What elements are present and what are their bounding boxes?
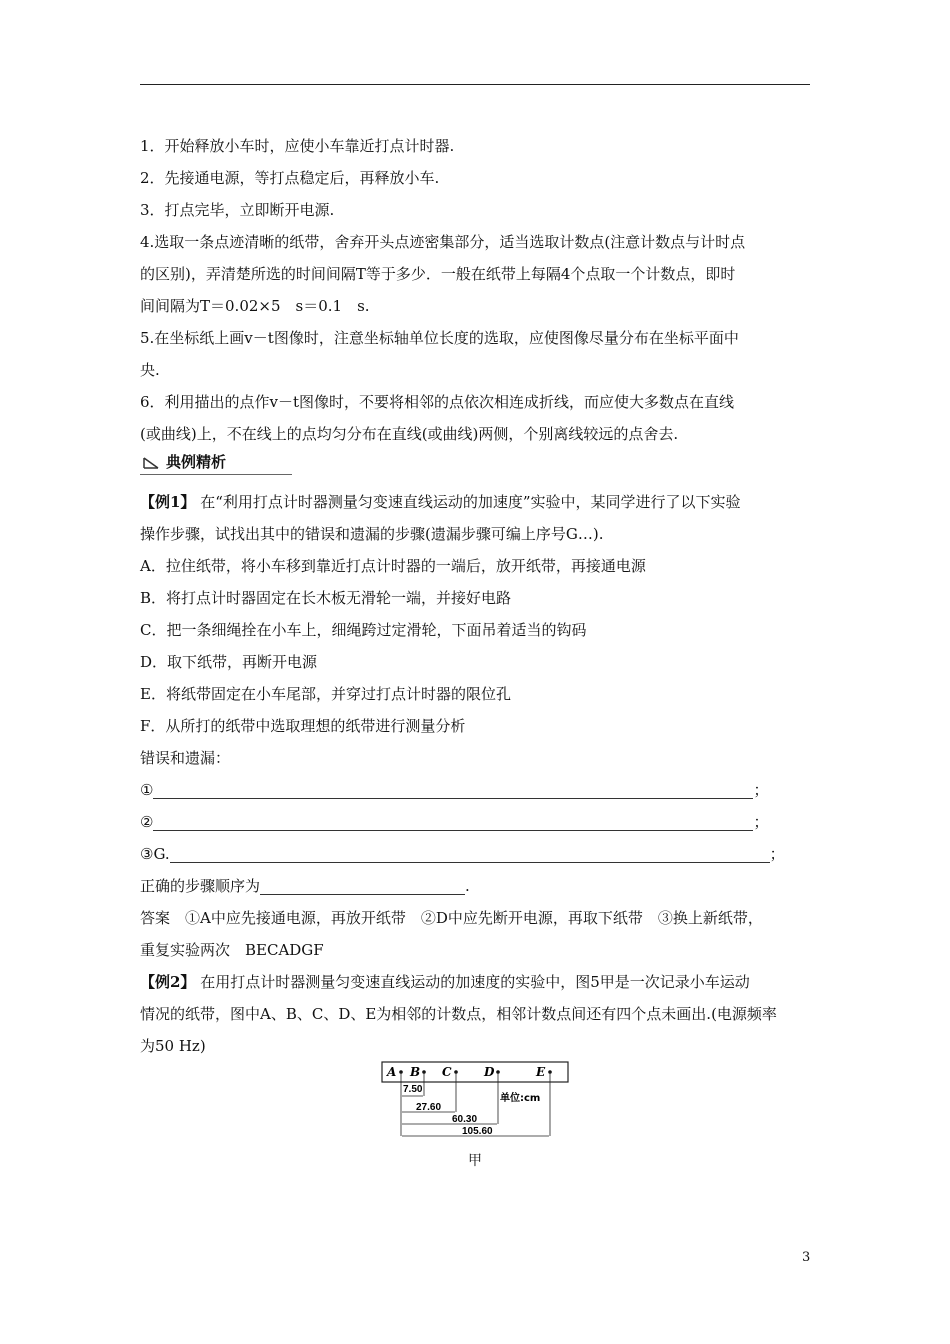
unit-label: 单位:cm — [500, 1093, 541, 1104]
step-a: A．拉住纸带，将小车移到靠近打点计时器的一端后，放开纸带，再接通电源 — [140, 557, 646, 575]
section-underline — [140, 474, 292, 475]
note-6-line-2: (或曲线)上，不在线上的点均匀分布在直线(或曲线)两侧，个别离线较远的点舍去. — [140, 425, 679, 443]
note-5-line-1: 5.在坐标纸上画v－t图像时，注意坐标轴单位长度的选取，应使图像尽量分布在坐标平面中 — [140, 329, 739, 347]
point-label-c: C — [442, 1065, 452, 1079]
note-6-line-1: 6．利用描出的点作v－t图像时，不要将相邻的点依次相连成折线，而应使大多数点在直线 — [140, 393, 735, 411]
example2-text-1: 在用打点计时器测量匀变速直线运动的加速度的实验中，图5甲是一次记录小车运动 — [200, 973, 750, 991]
answer-line-1: 答案 ①A中应先接通电源，再放开纸带 ②D中应先断开电源，再取下纸带 ③换上新纸带， — [140, 909, 763, 927]
blank-2-suffix: ； — [753, 813, 769, 831]
blank-3-prefix: ③G. — [140, 845, 170, 863]
step-b: B．将打点计时器固定在长木板无滑轮一端，并接好电路 — [140, 589, 512, 607]
answer-blank-3[interactable] — [170, 842, 770, 863]
note-4-line-2: 的区别)，弄清楚所选的时间间隔T等于多少．一般在纸带上每隔4个点取一个计数点，即时 — [140, 265, 736, 283]
header-rule — [140, 84, 810, 85]
distance-ab: 7.50 — [403, 1084, 423, 1095]
example2-label: 【例2】 — [140, 973, 196, 991]
section-marker-icon — [142, 456, 160, 470]
note-4-line-1: 4.选取一条点迹清晰的纸带，舍弃开头点迹密集部分，适当选取计数点(注意计数点与计时点 — [140, 233, 746, 251]
blank-1-suffix: ； — [753, 781, 769, 799]
blank-row-1 — [140, 774, 820, 806]
distance-ae: 105.60 — [462, 1126, 493, 1137]
blank-3-suffix: ； — [769, 845, 785, 863]
blank-1-prefix: ① — [140, 781, 154, 799]
answer-line-2: 重复实验两次 BECADGF — [140, 941, 324, 959]
step-e: E．将纸带固定在小车尾部，并穿过打点计时器的限位孔 — [140, 685, 511, 703]
note-2: 2．先接通电源，等打点稳定后，再释放小车. — [140, 169, 440, 187]
note-3: 3．打点完毕，立即断开电源. — [140, 201, 335, 219]
point-label-b: B — [410, 1065, 421, 1079]
answer-blank-1[interactable] — [153, 778, 753, 799]
example1-text-2: 操作步骤，试找出其中的错误和遗漏的步骤(遗漏步骤可编上序号G…). — [140, 525, 604, 543]
point-label-e: E — [536, 1065, 546, 1079]
figure-caption: 甲 — [468, 1153, 482, 1169]
distance-ac: 27.60 — [416, 1102, 442, 1113]
blank-row-2 — [140, 806, 820, 838]
example2-text-3: 为50 Hz) — [140, 1037, 206, 1055]
order-suffix: . — [465, 877, 470, 895]
example2-text-2: 情况的纸带，图中A、B、C、D、E为相邻的计数点，相邻计数点间还有四个点未画出.(电源频率 — [140, 1005, 777, 1023]
example1-label: 【例1】 — [140, 493, 196, 511]
page-number: 3 — [802, 1250, 811, 1265]
distance-ad: 60.30 — [452, 1114, 478, 1125]
example1-text-1: 在“利用打点计时器测量匀变速直线运动的加速度”实验中，某同学进行了以下实验 — [200, 493, 741, 511]
answer-blank-2[interactable] — [153, 810, 753, 831]
order-prefix: 正确的步骤顺序为 — [140, 877, 261, 895]
step-d: D．取下纸带，再断开电源 — [140, 653, 318, 671]
error-heading: 错误和遗漏： — [140, 749, 231, 767]
order-blank[interactable] — [260, 874, 465, 895]
note-1: 1．开始释放小车时，应使小车靠近打点计时器. — [140, 137, 455, 155]
blank-2-prefix: ② — [140, 813, 154, 831]
example1-line-1 — [140, 486, 820, 518]
example2-line-1 — [140, 966, 820, 998]
note-4-line-3: 间间隔为T＝0.02×5 s＝0.1 s. — [140, 297, 370, 315]
section-heading — [140, 446, 820, 480]
order-row — [140, 870, 820, 902]
point-label-d: D — [484, 1065, 495, 1079]
page-content — [140, 130, 820, 1062]
section-title: 典例精析 — [166, 453, 227, 471]
blank-row-3 — [140, 838, 820, 870]
note-5-line-2: 央. — [140, 361, 160, 379]
step-c: C．把一条细绳拴在小车上，细绳跨过定滑轮，下面吊着适当的钩码 — [140, 621, 587, 639]
step-f: F．从所打的纸带中选取理想的纸带进行测量分析 — [140, 717, 466, 735]
point-label-a: A — [387, 1065, 397, 1079]
